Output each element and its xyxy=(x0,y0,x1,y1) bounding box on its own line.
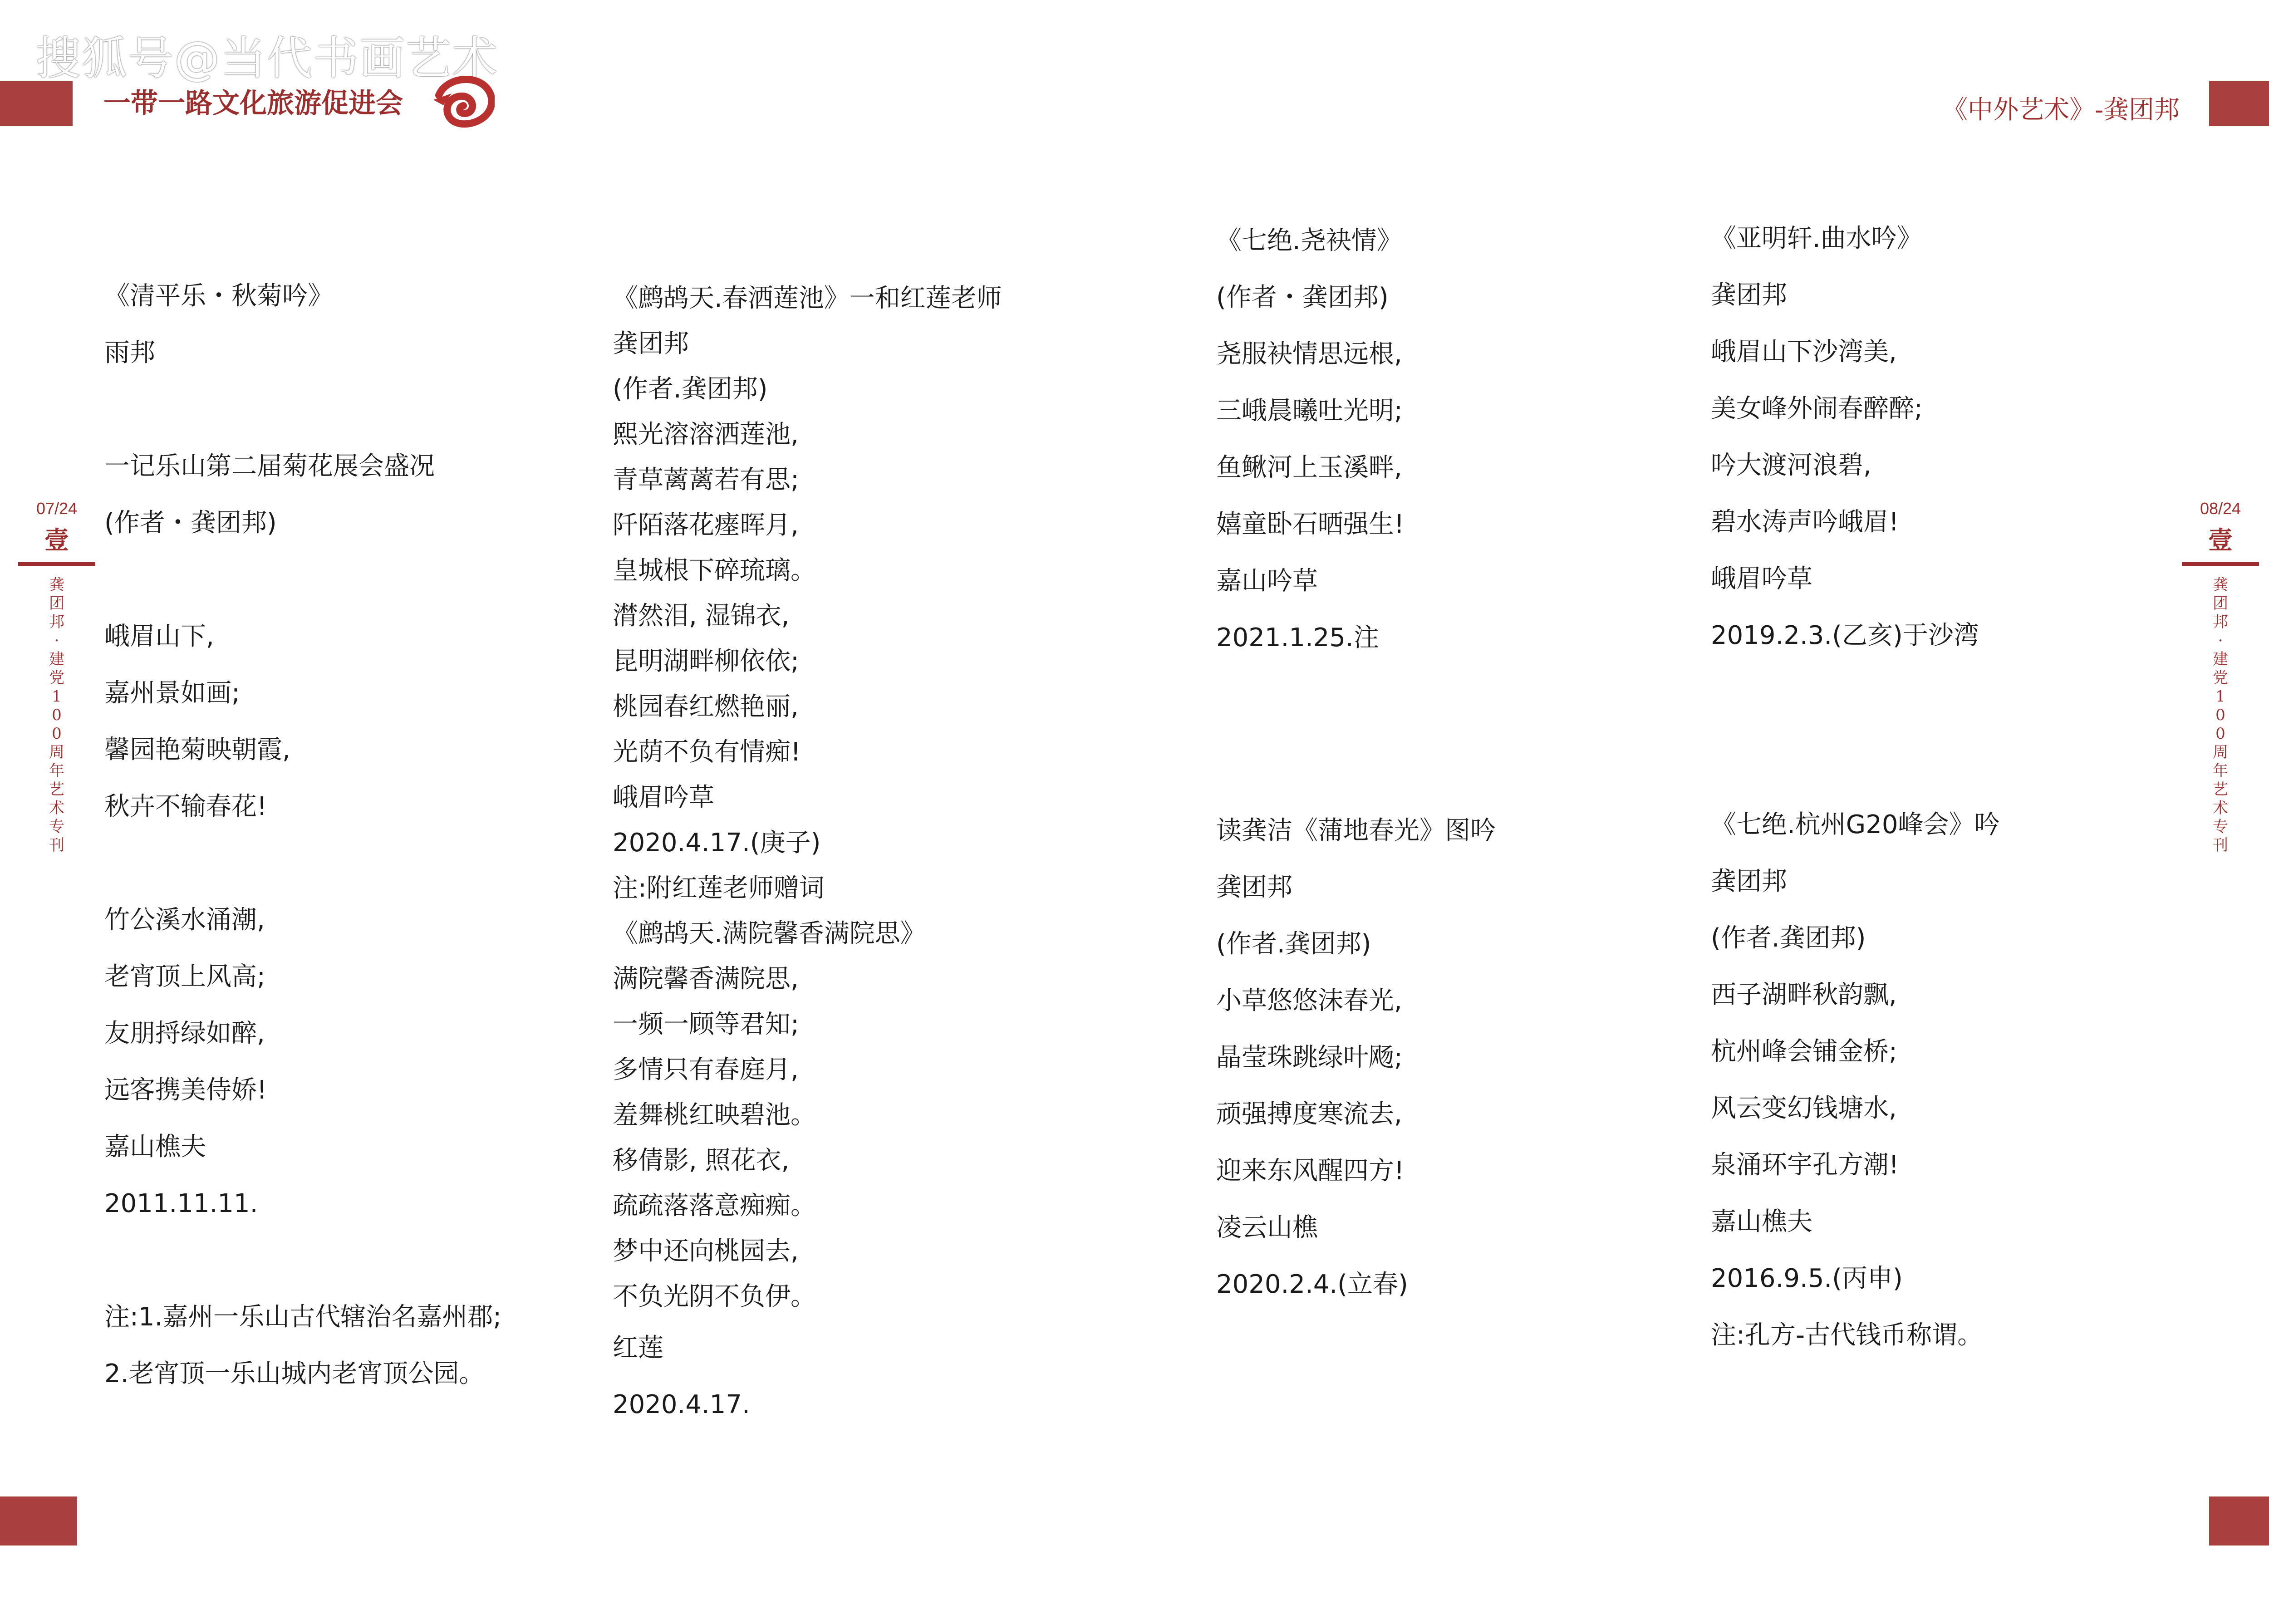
poem-line: 昆明湖畔柳依依; xyxy=(613,647,799,676)
poem-line: 羞舞桃红映碧池。 xyxy=(613,1100,816,1130)
poem-line: 鱼鳅河上玉溪畔, xyxy=(1216,453,1402,482)
poem-line: 一频一顾等君知; xyxy=(613,1010,799,1039)
page-number: 07/24 xyxy=(36,499,78,518)
poem-line: 2016.9.5.(丙申) xyxy=(1711,1264,1903,1293)
poem-line: (作者.龚团邦) xyxy=(1711,923,1866,953)
poem-line: 青草蓠蓠若有思; xyxy=(613,465,799,495)
poem-line: 凌云山樵 xyxy=(1216,1213,1318,1242)
poem-line: 杭州峰会铺金桥; xyxy=(1711,1037,1897,1066)
poem-line: 2020.4.17.(庚子) xyxy=(613,828,821,858)
poem-line: 《亚明轩.曲水吟》 xyxy=(1711,224,1922,253)
poem-line: 《鹧鸪天.满院馨香满院思》 xyxy=(613,919,926,948)
watermark: 搜狐号@当代书画艺术 xyxy=(35,32,498,85)
poem-line: 美女峰外闹春醉醉; xyxy=(1711,394,1923,423)
poem-line: 嘉山吟草 xyxy=(1216,566,1318,596)
poem-line xyxy=(104,551,501,608)
poem-line: 2021.1.25.注 xyxy=(1216,623,1379,653)
poem-line: 《七绝.杭州G20峰会》吟 xyxy=(1711,810,2000,839)
poem-line: 远客携美侍娇! xyxy=(104,1075,267,1105)
poem-line: 移倩影, 照花衣, xyxy=(613,1146,790,1175)
header-right-title: 《中外艺术》-龚团邦 xyxy=(1942,95,2180,125)
poem-line: 疏疏落落意痴痴。 xyxy=(613,1191,816,1221)
poem-line: 龚团邦 xyxy=(1711,867,1787,896)
poem-line: 小草悠悠沫春光, xyxy=(1216,986,1402,1016)
poem-line: (作者.龚团邦) xyxy=(613,374,768,404)
poem-line xyxy=(104,381,501,438)
poem-line xyxy=(104,835,501,892)
poem-line: 嘉州景如画; xyxy=(104,678,240,708)
poem-line: 秋卉不输春花! xyxy=(104,792,267,821)
divider xyxy=(18,562,95,566)
side-left xyxy=(18,499,95,855)
poem-line: 龚团邦 xyxy=(613,329,689,358)
poem-line: 多情只有春庭月, xyxy=(613,1055,799,1084)
poem-line: 嘉山樵夫 xyxy=(104,1132,206,1162)
side-right xyxy=(2182,499,2259,855)
poem-line: 《七绝.尧袂情》 xyxy=(1216,226,1402,255)
poem-line: 熙光溶溶洒莲池, xyxy=(613,420,799,449)
poem-line: 嬉童卧石晒强生! xyxy=(1216,510,1405,539)
divider xyxy=(2182,562,2259,566)
org-name: 一带一路文化旅游促进会 xyxy=(103,88,403,119)
poem-line: 光荫不负有情痴! xyxy=(613,737,801,767)
poem-line: 满院馨香满院思, xyxy=(613,964,799,994)
poem-line: 读龚洁《蒲地春光》图吟 xyxy=(1216,816,1496,845)
poem-line: 梦中还向桃园去, xyxy=(613,1236,799,1266)
poem-line: 红莲 xyxy=(613,1333,663,1363)
poem-line: 西子湖畔秋韵飘, xyxy=(1711,980,1897,1010)
poem-hangzhou-g20 xyxy=(1711,796,1999,1364)
header-right-bar xyxy=(2209,81,2269,126)
chapter-mark: 壹 xyxy=(44,525,69,554)
poem-line: 注:1.嘉州一乐山古代辖治名嘉州郡; xyxy=(104,1302,502,1332)
page-number: 08/24 xyxy=(2200,499,2241,518)
poem-line: 桃园春红燃艳丽, xyxy=(613,692,799,721)
poem-line: 碧水涛声吟峨眉! xyxy=(1711,507,1899,537)
poem-line: 潸然泪, 湿锦衣, xyxy=(613,601,790,631)
poem-line: 竹公溪水涌潮, xyxy=(104,905,265,935)
footer-left-bar xyxy=(0,1496,77,1545)
poem-line: 皇城根下碎琉璃。 xyxy=(613,556,816,585)
poem-line: 嘉山樵夫 xyxy=(1711,1207,1812,1236)
poem-line xyxy=(104,1232,501,1289)
poem-line: 友朋捋绿如醉, xyxy=(104,1019,265,1048)
poem-line: 峨眉吟草 xyxy=(1711,564,1812,594)
header-left-bar xyxy=(0,81,73,126)
poem-line: 顽强搏度寒流去, xyxy=(1216,1099,1402,1129)
poem-line: 吟大渡河浪碧, xyxy=(1711,451,1871,480)
swirl-logo-icon xyxy=(433,73,495,129)
poem-line: 龚团邦 xyxy=(1216,873,1292,902)
poem-line: 尧服袂情思远根, xyxy=(1216,339,1402,369)
poem-line: 2020.4.17. xyxy=(613,1390,750,1419)
issue-title: 龚团邦·建党100周年艺术专刊 xyxy=(2213,576,2228,854)
poem-line: 风云变幻钱塘水, xyxy=(1711,1094,1897,1123)
poem-line: 2011.11.11. xyxy=(104,1189,258,1218)
poem-line: 迎来东风醒四方! xyxy=(1216,1156,1405,1186)
poem-yamingxuan xyxy=(1711,210,1979,664)
poem-zhegutian xyxy=(613,276,1002,1433)
poem-line: (作者・龚团邦) xyxy=(1216,283,1389,312)
poem-line: 2020.2.4.(立春) xyxy=(1216,1270,1408,1299)
poem-line: (作者.龚团邦) xyxy=(1216,929,1371,959)
poem-yaomeiqing xyxy=(1216,212,1404,666)
poem-line: (作者・龚团邦) xyxy=(104,508,277,538)
poem-line: 不负光阴不负伊。 xyxy=(613,1282,816,1311)
poem-line: 雨邦 xyxy=(104,338,155,368)
poem-line: 龚团邦 xyxy=(1711,280,1787,310)
poem-line: 2.老宵顶一乐山城内老宵顶公园。 xyxy=(104,1359,485,1388)
poem-line: 注:附红莲老师赠词 xyxy=(613,873,825,903)
poem-line: 峨眉吟草 xyxy=(613,783,714,812)
poem-line: 《鹧鸪天.春洒莲池》一和红莲老师 xyxy=(613,284,1002,313)
poem-line: 阡陌落花瘗晖月, xyxy=(613,510,799,540)
poem-line: 峨眉山下, xyxy=(104,622,214,651)
poem-line: 馨园艳菊映朝霞, xyxy=(104,735,290,765)
poem-line: 2019.2.3.(乙亥)于沙湾 xyxy=(1711,621,1979,650)
poem-line: 一记乐山第二届菊花展会盛况 xyxy=(104,451,435,481)
poem-pudichunguang xyxy=(1216,802,1496,1313)
poem-line: 注:孔方-古代钱币称谓。 xyxy=(1711,1320,1983,1350)
chapter-mark: 壹 xyxy=(2208,525,2233,554)
footer-right-bar xyxy=(2209,1496,2269,1545)
poem-line: 《清平乐・秋菊吟》 xyxy=(104,281,333,311)
issue-title: 龚团邦·建党100周年艺术专刊 xyxy=(49,576,64,854)
poem-qingpingle xyxy=(104,268,501,1402)
poem-line: 泉涌环宇孔方潮! xyxy=(1711,1150,1899,1180)
poem-line: 老宵顶上风高; xyxy=(104,962,265,991)
poem-line: 峨眉山下沙湾美, xyxy=(1711,337,1897,367)
poem-line: 三峨晨曦吐光明; xyxy=(1216,396,1403,426)
poem-line: 晶莹珠跳绿叶飏; xyxy=(1216,1043,1403,1072)
